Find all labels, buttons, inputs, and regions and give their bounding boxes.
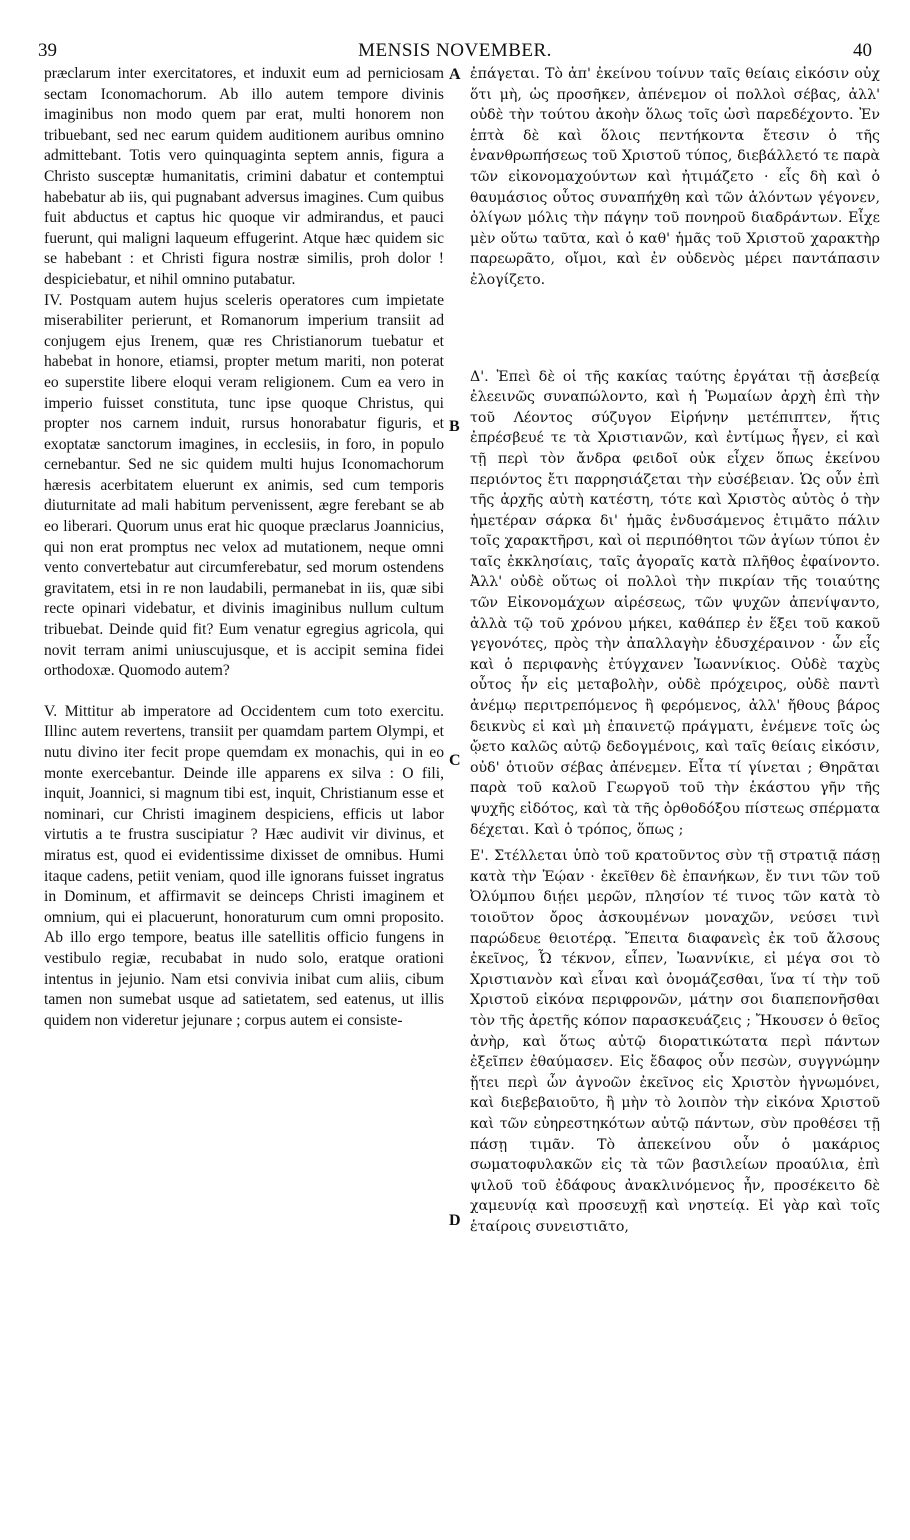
running-title: MENSIS NOVEMBER. (358, 40, 552, 61)
paragraph-gap (470, 291, 880, 367)
latin-column (44, 64, 444, 1528)
greek-paragraph-3: ἐπάγεται. Τὸ ἀπ' ἐκείνου τοίνυν ταῖς θείαις εἰκόσιν οὐχ ὅτι μὴ, ὡς προσῆκεν, ἀπένεμον οἱ πολλοὶ σέβας, ἀλλ' οὐδὲ τὴν τούτου ἀκοὴν ὅλως τοῖς ὠσὶ παρεδέχοντο. Ἐν ἑπτὰ δὲ καὶ ὅλοις πεντήκοντα ἔτεσιν ὁ τῆς ἐνανθρωπήσεως τοῦ Χριστοῦ τύπος, διεβάλλετό τε παρὰ τῶν εἰκονομαχούντων καὶ ἠτιμάζετο · εἷς δὴ καὶ ὁ θαυμάσιος οὗτος συναπήχθη καὶ τῶν ἁλόντων γέγονεν, ὀλίγων μόλις τὴν πάγην τοῦ πονηροῦ διαδράντων. Εἶχε μὲν οὕτω ταῦτα, καὶ ὁ καθ' ἡμᾶς τοῦ Χριστοῦ χαρακτὴρ παρεωρᾶτο, οἴμοι, καὶ ἐν οὐδενὸς μέρει παντάπασιν ἐλογίζετο. (470, 66, 880, 288)
greek-column (470, 64, 880, 1528)
right-page-number: 40 (853, 40, 872, 61)
greek-paragraph-4: Δ'. Ἐπεὶ δὲ οἱ τῆς κακίας ταύτης ἐργάται τῇ ἀσεβείᾳ ἐλεεινῶς συναπώλοντο, καὶ ἡ Ῥωμαίων ἀρχὴ ἐπὶ τὴν τοῦ Λέοντος σύζυγον Εἰρήνην μετέπιπτεν, ἥτις ἐπρέσβευέ τε τὰ Χριστιανῶν, καὶ ἐντίμως ἦγεν, εἰ καὶ τῇ περὶ τὸν ἄνδρα φειδοῖ οὐκ εἶχεν ὅπως ἐκείνου περιόντος ἔτι παρρησιάζεται τὴν εὐσέβειαν. Ὡς οὖν ἐπὶ τῆς ἀρχῆς αὐτὴ κατέστη, τότε καὶ Χριστὸς αὐτὸς ὁ τὴν ἡμετέραν σάρκα δι' ἡμᾶς ἐνδυσάμενος ἐτιμᾶτο πάλιν τοῖς χαρακτῆρσι, καὶ οἱ περιπόθητοι τῶν ἁγίων τύποι ἐν ταῖς ἐκκλησίαις, ταῖς ἀγοραῖς κατὰ πλῆθος ἐφαίνοντο. Ἀλλ' οὐδὲ οὕτως οἱ πολλοὶ τὴν πικρίαν τῆς τοιαύτης τῶν Εἰκονομάχων αἱρέσεως, τῶν ψυχῶν ἀπενίψαντο, ἀλλὰ τῷ τοῦ χρόνου μήκει, καθάπερ ἐν ἕξει τοῦ κακοῦ γεγονότες, πρὸς τὴν ἀπαλλαγὴν ἐδυσχέραινον · ὧν εἷς καὶ ὁ περιφανὴς ἐτύγχανεν Ἰωαννίκιος. Οὐδὲ ταχὺς οὗτος ἦν εἰς μεταβολὴν, οὐδὲ πρόχειρος, οὐδὲ παντὶ ἀνέμῳ περιτρεπόμενος ἢ φερόμενος, ἀλλ' ἤθους βάρος δεικνὺς εἰ καὶ μὴ ἐπαινετῷ πράγματι, ἐνέμενε τοῖς ὡς ᾤετο καλῶς αὐτῷ δεδογμένοις, καὶ ταῖς θείαις εἰκόσιν, οὐδ' ὁτιοῦν σέβας ἀπένεμεν. Εἶτα τί γίνεται ; Θηρᾶται παρὰ τοῦ καλοῦ Γεωργοῦ τοῦ τὴν ἑκάστου γῆν τῆς ψυχῆς εἰδότος, καὶ τὰ τῆς ὀρθοδόξου πίστεως σπέρματα δέχεται. Καὶ ὁ τρόπος, ὅπως ; (470, 368, 880, 838)
latin-paragraph-4: IV. Postquam autem hujus sceleris operatores cum impietate miserabiliter perierunt, et Romanorum imperium transiit ad conjugem ejus Irenem, quæ res Christianorum tuebatur et habebat in honore, etiamsi, propter metum mariti, non poterat eo superstite libere eloqui veram religionem. Cum ea vero in imperio fuisset constituta, tunc ipse quoque Christus, qui propter nos carnem induit, rursus honorabatur figuris, et exoptatæ sanctorum imagines, in ecclesiis, in foro, in populo cernebantur. Sed ne sic quidem multi hujus Iconomachorum hæresis acerbitatem eluerunt ex animis, sed cum temporis diuturnitate ad mali habitum pervenissent, ægre ferebant se ab eo liberari. Quorum unus erat hic quoque præclarus Joannicius, qui non erat promptus nec velox ad mutationem, neque omni vento convertebatur aut circumferebatur, sed morum ostendens gravitatem, etsi in re non laudabili, permanebat in iis, quæ sibi recte opinari videbatur, et divinis imaginibus nullum cultum tribuebat. Deinde quid fit? Eum venatur egregius agricola, qui novit terram animi uniuscujusque, et is accipit semina fidei orthodoxæ. Quomodo autem? (44, 291, 444, 680)
greek-paragraph-5: Ε'. Στέλλεται ὑπὸ τοῦ κρατοῦντος σὺν τῇ στρατιᾷ πάσῃ κατὰ τὴν Ἑῴαν · ἐκεῖθεν δὲ ἐπανήκων, ἔν τινι τῶν τοῦ Ὀλύμπου διῄει μερῶν, πλησίον τέ τινος τῶν κατὰ τὸ τοιοῦτον ὄρος ἀσκουμένων μοναχῶν, νεύσει τινὶ παρώδευε θειοτέρᾳ. Ἔπειτα διαφανεὶς ἐκ τοῦ ἄλσους ἐκεῖνος, Ὦ τέκνον, εἶπεν, Ἰωαννίκιε, εἰ μέγα σοι τὸ Χριστιανὸν καὶ εἶναι καὶ ὀνομάζεσθαι, ἵνα τί τὴν τοῦ Χριστοῦ εἰκόνα περιφρονῶν, μάτην σοι διαπεπονῆσθαι τὸν τῆς ἀρετῆς κόπον παρασκευάζεις ; Ἤκουσεν ὁ θεῖος ἀνὴρ, καὶ ὅτως αὐτῷ διορατικώτατα περὶ πάντων ἐξεῖπεν ἐθαύμασεν. Εἰς ἔδαφος οὖν πεσὼν, συγγνώμην ᾔτει περὶ ὧν ἀγνοῶν ἐκεῖνος εἰς Χριστὸν ἠγνωμόνει, καὶ διεβεβαιοῦτο, ἢ μὴν τὸ λοιπὸν τὴν εἰκόνα Χριστοῦ καὶ τῶν εὐηρεστηκότων αὐτῷ πάντων, σὺν προθέσει τῇ πάσῃ τιμᾶν. Τὸ ἀπεκείνου οὖν ὁ μακάριος σωματοφυλακῶν εἰς τὰ τῶν βασιλείων προαύλια, ἐπὶ ψιλοῦ τοῦ ἐδάφους ἀνακλινόμενος ἦν, προσέκειτο δὲ χαμευνίᾳ καὶ προσευχῇ καὶ νηστείᾳ. Εἰ γὰρ καὶ τοῖς ἑταίροις συνειστιᾶτο, (470, 848, 880, 1235)
paragraph-gap (44, 682, 444, 702)
margin-letter-d: D (449, 1212, 461, 1229)
margin-letter-a: A (449, 66, 461, 83)
margin-letter-b: B (449, 418, 460, 435)
running-header (38, 40, 872, 60)
left-page-number: 39 (38, 40, 57, 61)
latin-paragraph-5: V. Mittitur ab imperatore ad Occidentem cum toto exercitu. Illinc autem revertens, transiit per quamdam partem Olympi, et nutu divino iter fecit prope quemdam ex monachis, qui in eo monte exercebantur. Deinde ille apparens ex silva : O fili, inquit, Joannici, si magnum tibi est, inquit, Christianum esse et nominari, cur Christi imaginem despiciens, efficis ut labor virtutis a te frustra suscipiatur ? Hæc audivit vir divinus, et miratus est, quod ei evidentissime dixisset de omnibus. Humi itaque cadens, petiit veniam, quod ille ignorans fuisset ingratus in Dominum, et affirmavit se deinceps Christi imaginem et omnium, qui ei placuerunt, honoraturum cum omni proposito. Ab illo ergo tempore, beatus ille satellitis officio fungens in vestibulo regiæ, recubabat in nudo solo, eratque orationi intentus in jejunio. Nam etsi convivia inibat cum aliis, cibum tamen non sumebat usque ad satietatem, sed eatenus, ut illis quidem non videretur jejunare ; corpus autem ei consiste- (44, 702, 444, 1029)
latin-paragraph-3: præclarum inter exercitatores, et induxit eum ad perniciosam sectam Iconomachorum. Ab illo autem tempore divinis imaginibus non modo quem par erat, multi honorem non tribuebant, sed nec earum quidem auditionem auribus omnino admittebant. Totis vero quinquaginta septem annis, figura a Christo susceptæ humanitatis, crimini dabatur et contemptui habebatur ab iis, qui pugnabant adversus imagines. Cum quibus fuit abductus et captus hic quoque vir admirandus, et pauci fuerunt, qui maligni laqueum effugerint. Atque hæc quidem sic se habebant : et Christi figura nostræ similis, proh dolor ! despiciebatur, et nihil omnino putabatur. (44, 65, 444, 288)
margin-letter-c: C (449, 752, 461, 769)
